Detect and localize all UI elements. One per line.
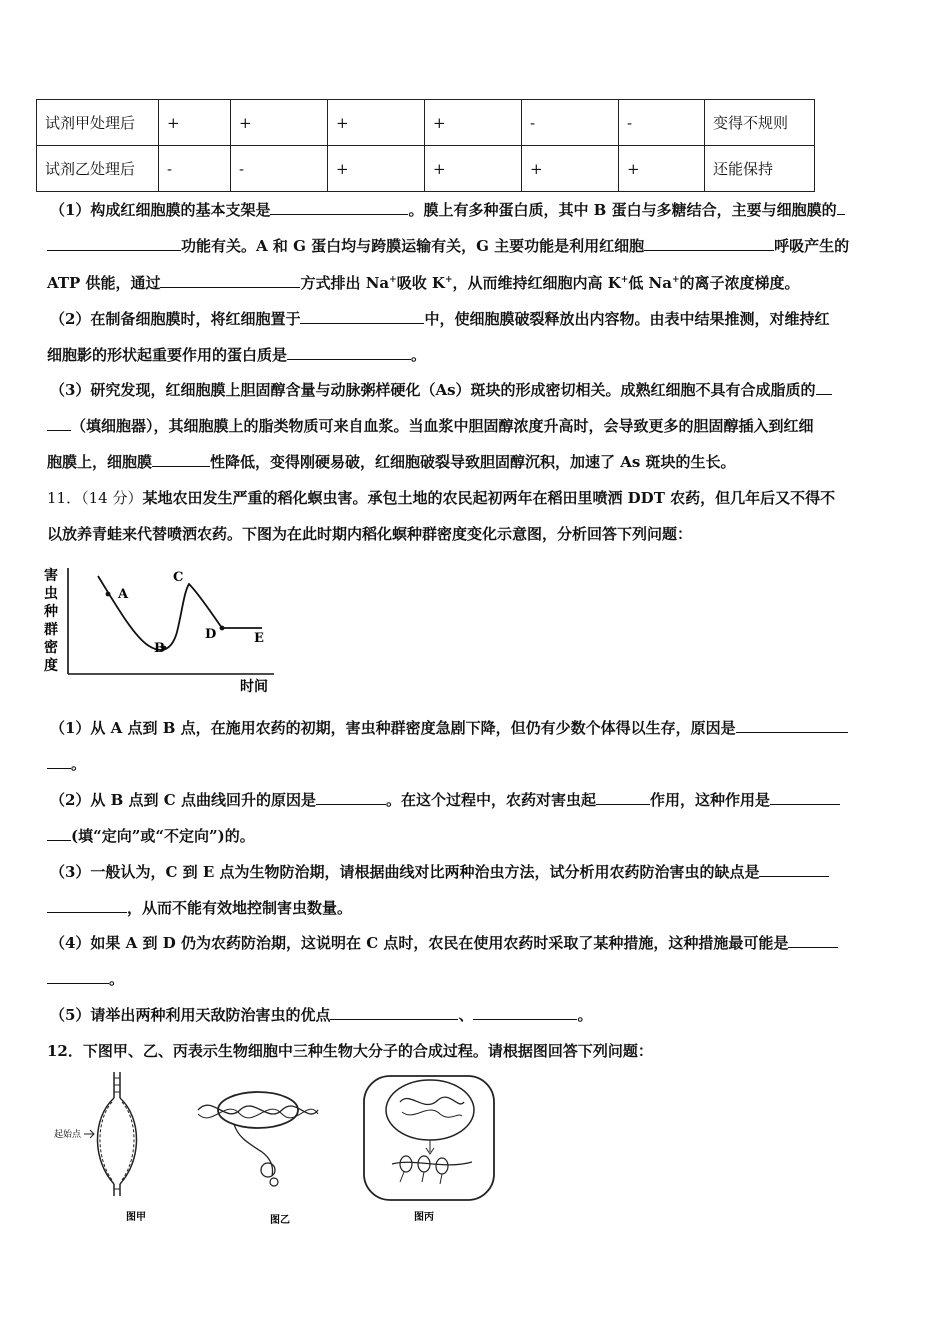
- answer-blank[interactable]: [736, 718, 848, 733]
- graph-svg: [44, 562, 284, 697]
- q10-line: [50, 380, 910, 400]
- text: 12．下图甲、乙、丙表示生物细胞中三种生物大分子的合成过程。请根据图回答下列问题：: [47, 1042, 653, 1060]
- origin-label: 起始点: [54, 1130, 82, 1140]
- superscript: +: [671, 275, 680, 285]
- table-cell: +: [159, 100, 231, 146]
- point-b-label: B: [154, 641, 165, 656]
- row-result: 还能保持: [705, 146, 815, 192]
- point-d-marker: [220, 626, 225, 631]
- transcription-illustration: [192, 1080, 322, 1230]
- row-result: 变得不规则: [705, 100, 815, 146]
- caption-yi: 图乙: [270, 1215, 290, 1226]
- table-cell: -: [231, 146, 328, 192]
- q11-subquestion: [50, 933, 910, 953]
- answer-blank[interactable]: [152, 452, 210, 467]
- q11-subquestion: [50, 790, 910, 810]
- text: 的离子浓度梯度。: [679, 274, 800, 292]
- point-c-label: C: [173, 570, 184, 585]
- q11-header: [47, 488, 907, 508]
- text: ，从而不能有效地控制害虫数量。: [127, 899, 353, 917]
- answer-blank[interactable]: [816, 380, 832, 395]
- answer-blank[interactable]: [47, 898, 127, 913]
- q11-header: [47, 524, 907, 544]
- text: 细胞影的形状起重要作用的蛋白质是: [47, 346, 288, 364]
- answer-blank[interactable]: [837, 200, 845, 215]
- q11-subquestion: [47, 969, 907, 989]
- table-cell: +: [425, 146, 522, 192]
- answer-blank[interactable]: [287, 345, 411, 360]
- q10-line: [47, 452, 907, 472]
- text: 呼吸产生的: [774, 237, 850, 255]
- text: （2）在制备细胞膜时，将红细胞置于: [50, 310, 301, 328]
- point-e-label: E: [254, 631, 264, 646]
- y-axis-label: [44, 567, 58, 674]
- y-label-char: 群: [44, 622, 58, 638]
- text: （4）如果 A 到 D 仍为农药防治期，这说明在 C 点时，农民在使用农药时采取了某种措施，这种措施最可能是: [50, 934, 789, 952]
- figure-bing: [354, 1072, 504, 1228]
- x-axis-label: 时间: [240, 679, 268, 695]
- row-label: 试剂乙处理后: [37, 146, 159, 192]
- figure-jia: [52, 1068, 162, 1228]
- q11-subquestion: [50, 862, 910, 882]
- y-label-char: 密: [44, 640, 58, 656]
- dna-replication-illustration: [52, 1068, 162, 1228]
- point-a-marker: [106, 592, 111, 597]
- text: 。在这个过程中，农药对害虫起: [385, 791, 596, 809]
- y-label-char: 度: [44, 658, 58, 674]
- answer-blank[interactable]: [330, 1005, 458, 1020]
- text: 胞膜上，细胞膜: [47, 453, 153, 471]
- superscript: +: [444, 275, 453, 285]
- question-number: 11．（14 分）: [47, 489, 143, 507]
- answer-blank[interactable]: [596, 790, 650, 805]
- q10-line: [47, 345, 907, 365]
- text: 。膜上有多种蛋白质，其中 B 蛋白与多糖结合，主要与细胞膜的: [408, 201, 837, 219]
- text: 。: [109, 970, 125, 988]
- text: （5）请举出两种利用天敌防治害虫的优点: [50, 1006, 331, 1024]
- table-cell: +: [619, 146, 705, 192]
- text: ，从而维持红细胞内高 K: [452, 274, 621, 292]
- q10-line: [50, 309, 910, 329]
- text: 功能有关。A 和 G 蛋白均与跨膜运输有关，G 主要功能是利用红细胞: [181, 237, 645, 255]
- y-label-char: 虫: [44, 586, 58, 602]
- figure-yi: [192, 1080, 322, 1230]
- text: 作用，这种作用是: [649, 791, 770, 809]
- row-label: 试剂甲处理后: [37, 100, 159, 146]
- table-cell: +: [522, 146, 619, 192]
- text: ATP 供能，通过: [47, 274, 161, 292]
- answer-blank[interactable]: [270, 200, 408, 215]
- q11-subquestion: [47, 826, 907, 846]
- answer-blank[interactable]: [788, 933, 838, 948]
- text: 低 Na: [628, 274, 672, 292]
- text: 、: [458, 1006, 474, 1024]
- answer-blank[interactable]: [644, 236, 774, 251]
- q10-line: [50, 200, 910, 220]
- text: （3）一般认为，C 到 E 点为生物防治期，请根据曲线对比两种治虫方法，试分析用农药防治害虫的缺点是: [50, 863, 760, 881]
- answer-blank[interactable]: [160, 273, 300, 288]
- q10-line: [47, 236, 907, 256]
- text: 。: [411, 346, 427, 364]
- caption-bing: 图丙: [414, 1212, 434, 1223]
- text: （1）构成红细胞膜的基本支架是: [50, 201, 271, 219]
- text: （填细胞器），其细胞膜上的脂类物质可来自血浆。当血浆中胆固醇浓度升高时，会导致更多的胆固醇插入到红细: [71, 417, 814, 435]
- q10-line: [47, 416, 907, 436]
- y-label-char: 害: [44, 568, 58, 584]
- table-cell: +: [328, 100, 425, 146]
- table-cell: +: [328, 146, 425, 192]
- answer-blank[interactable]: [47, 416, 71, 431]
- answer-blank[interactable]: [300, 309, 424, 324]
- point-d-label: D: [205, 627, 217, 642]
- cell-illustration: [354, 1072, 504, 1228]
- text: 。: [71, 755, 87, 773]
- superscript: +: [389, 275, 397, 285]
- q11-subquestion: [47, 754, 907, 774]
- q11-subquestion: [50, 718, 910, 738]
- answer-blank[interactable]: [316, 790, 386, 805]
- answer-blank[interactable]: [770, 790, 840, 805]
- q11-subquestion: [50, 1005, 910, 1025]
- text: （2）从 B 点到 C 点曲线回升的原因是: [50, 791, 316, 809]
- text: 。: [577, 1006, 593, 1024]
- answer-blank[interactable]: [47, 826, 71, 841]
- text: (填“定向”或“不定向”)的。: [71, 827, 255, 845]
- answer-blank[interactable]: [47, 754, 71, 769]
- text: 性降低，变得刚硬易破，红细胞破裂导致胆固醇沉积，加速了 As 斑块的生长。: [210, 453, 736, 471]
- table-cell: +: [425, 100, 522, 146]
- table-cell: +: [231, 100, 328, 146]
- answer-blank[interactable]: [759, 862, 829, 877]
- table-row: [37, 100, 815, 146]
- text: 以放养青蛙来代替喷洒农药。下图为在此时期内稻化螟种群密度变化示意图，分析回答下列问题：: [47, 525, 693, 543]
- superscript: +: [620, 275, 629, 285]
- text: （3）研究发现，红细胞膜上胆固醇含量与动脉粥样硬化（As）斑块的形成密切相关。成熟红细胞不具有合成脂质的: [50, 381, 816, 399]
- text: 方式排出 Na: [300, 274, 390, 292]
- population-density-graph: [44, 562, 284, 697]
- table-cell: -: [159, 146, 231, 192]
- table-cell: -: [619, 100, 705, 146]
- q12-header: [47, 1041, 907, 1061]
- text: 某地农田发生严重的稻化螟虫害。承包土地的农民起初两年在稻田里喷洒 DDT 农药，但几年后又不得不: [142, 489, 836, 507]
- q11-subquestion: [47, 898, 907, 918]
- answer-blank[interactable]: [47, 969, 109, 984]
- result-table: [36, 99, 815, 192]
- point-a-label: A: [118, 587, 129, 602]
- text: （1）从 A 点到 B 点，在施用农药的初期，害虫种群密度急剧下降，但仍有少数个体得以生存，原因是: [50, 719, 736, 737]
- caption-jia: 图甲: [126, 1212, 146, 1223]
- text: 吸收 K: [396, 274, 445, 292]
- answer-blank[interactable]: [47, 236, 181, 251]
- table-cell: -: [522, 100, 619, 146]
- q10-line: [47, 273, 907, 293]
- y-label-char: 种: [44, 604, 58, 620]
- text: 中，使细胞膜破裂释放出内容物。由表中结果推测，对维持红: [424, 310, 830, 328]
- answer-blank[interactable]: [473, 1005, 577, 1020]
- table-row: [37, 146, 815, 192]
